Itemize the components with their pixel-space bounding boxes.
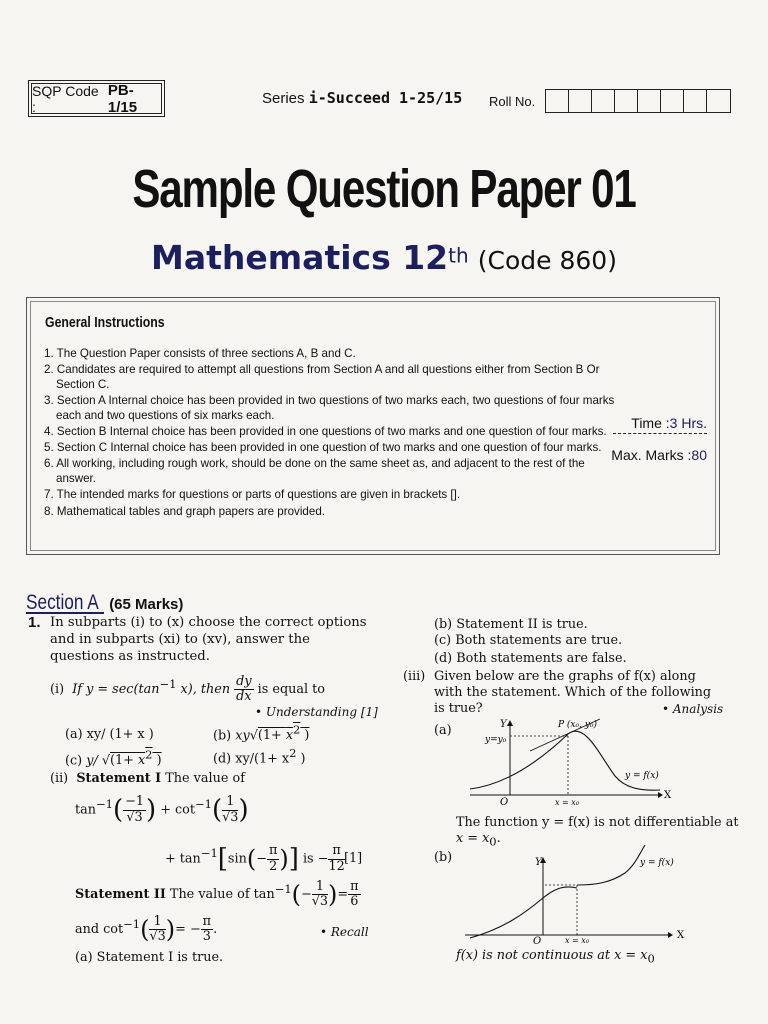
subpart-i-prefix: If y = sec(tan (72, 682, 160, 698)
subpart-iii-text-1: Given below are the graphs of f(x) along (434, 669, 696, 684)
instructions-inner (30, 301, 716, 551)
curve-b-lower (470, 887, 577, 938)
subpart-i: (i) If $y = \sec(\tan^{-1}$ x), then $\frac{dy}{dx}$ is equal to (50, 674, 326, 705)
option-b[interactable]: (b) $xy√(1+ x^2$ ) (213, 723, 310, 744)
tag-analysis: • Analysis (662, 702, 724, 716)
subpart-iii-label: (iii) (403, 669, 426, 684)
roll-label: Roll No. (489, 93, 536, 109)
time-value: 3 Hrs. (669, 415, 707, 431)
instruction-item: 1. The Question Paper consists of three sections A, B and C. (44, 347, 356, 360)
instruction-item: 7. The intended marks for questions or parts of questions are given in brackets []. (44, 488, 461, 502)
dy-dx: $\frac{dy}{dx}$ (236, 674, 252, 705)
time (631, 415, 707, 431)
marks-tag: [1] (344, 851, 363, 866)
instruction-item: 8. Mathematical tables and graph papers are provided. (44, 504, 325, 518)
marks-label: Max. Marks : (611, 447, 692, 463)
statement-1-text: The value of (165, 771, 245, 786)
statement-1-expr-line1: $\tan^{-1}$( $\frac{-1}{√3}$ ) + $\cot^{-1}$( $\frac{1}{√3}$ ) (75, 794, 249, 825)
roll-box[interactable] (569, 90, 592, 112)
sqp-code-box (28, 80, 165, 117)
fx-label: y = f(x) (625, 771, 659, 781)
roll-number-boxes[interactable] (545, 89, 731, 113)
option-d-label: (d) xy/(1+ x (213, 751, 290, 767)
marks-value: 80 (691, 447, 707, 463)
roll-box[interactable] (684, 90, 707, 112)
roll-box[interactable] (707, 90, 730, 112)
subpart-ii (50, 771, 245, 786)
option-a[interactable]: (a) xy/ (1+ x ) (65, 727, 154, 742)
instruction-item: 6. All working, including rough work, should be done on the same sheet as, and adjacent to the rest of the answer. (44, 457, 585, 486)
instructions-heading: General Instructions (45, 314, 165, 331)
point-label: P (x₀, y₀) (558, 720, 598, 730)
series-value: i-Succeed 1-25/15 (308, 89, 463, 107)
tag-recall: • Recall (320, 925, 369, 939)
subject: Mathematics 12 (151, 238, 449, 277)
subtitle (0, 238, 768, 277)
statement-2-cont: and $\cot^{-1}$( $\frac{1}{√3}$ )= − $\frac{\pi}{3}$ . (75, 914, 218, 945)
instruction-item: 4. Section B Internal choice has been provided in one questions of two marks and one question of four marks. (44, 425, 607, 439)
tag-understanding: • Understanding [1] (255, 705, 378, 719)
option-d[interactable]: (d) $xy/(1+ x^2$ ) (213, 746, 306, 767)
graph-a-label: (a) (434, 723, 452, 738)
origin-label: O (533, 936, 542, 947)
subpart-label: (ii) (50, 771, 69, 786)
sqp-code-inner (31, 83, 162, 114)
subpart-label: (i) (50, 682, 65, 698)
option-ii-b[interactable]: (b) Statement II is true. (434, 617, 588, 632)
origin-label: O (500, 797, 509, 808)
statement-1-expr-line2: + $\tan^{-1}[\sin(-$ $\frac{\pi}{2}$ )] is − $\frac{\pi}{12}$ (165, 843, 345, 874)
roll-box[interactable] (592, 90, 615, 112)
subpart-iii-text-3: is true? (434, 701, 483, 716)
curve-b-upper (577, 845, 645, 885)
graph-b (465, 843, 690, 946)
option-b-label: (b) (213, 728, 232, 744)
graph-b-caption: f(x) is not continuous at $x = x_0$ (456, 948, 655, 966)
y-axis-arrow (507, 720, 513, 726)
section-marks: (65 Marks) (109, 596, 184, 613)
subject-sup: th (448, 243, 469, 268)
roll-box[interactable] (661, 90, 684, 112)
instruction-item: 2. Candidates are required to attempt all questions from Section A and all questions either from Section B Or Section C. (44, 363, 600, 391)
statement-2-label: Statement II (75, 887, 166, 903)
instructions-box (26, 297, 720, 555)
y0-label: y=y₀ (485, 735, 507, 745)
page-title: Sample Question Paper 01 (132, 159, 636, 219)
instruction-item: 5. Section C Internal choice has been provided in one question of two marks and one question of four marks. (44, 441, 602, 455)
sqp-code: PB-1/15 (107, 81, 138, 116)
series (262, 89, 462, 107)
option-c-label: (c) (65, 753, 83, 769)
option-ii-d[interactable]: (d) Both statements are false. (434, 651, 627, 666)
graph-b-caption-text: f(x) is not continuous at x = x (456, 948, 648, 963)
subject-code: (Code 860) (477, 246, 617, 275)
fx-label: y = f(x) (640, 858, 674, 868)
x-label: X (664, 790, 672, 801)
statement-2-text: The value of tan (169, 887, 275, 903)
x-label: X (677, 930, 685, 941)
x-axis-arrow (668, 932, 673, 938)
section-name: Section A (26, 591, 99, 614)
subpart-iii-text-2: with the statement. Which of the following (434, 685, 712, 700)
divider (613, 433, 707, 434)
roll-number (489, 89, 731, 113)
is-text: is (302, 851, 314, 867)
x0-label: x = x₀ (555, 798, 580, 807)
subpart-i-mid: x), then (180, 682, 231, 698)
graph-a (470, 716, 670, 811)
time-label: Time : (631, 415, 670, 431)
question-intro: In subparts (i) to (x) choose the correct options and in subparts (xi) to (xv), answer the questions as instructed. (50, 615, 367, 664)
and-cot: and cot (75, 922, 124, 938)
sqp-label: SQP Code : (32, 82, 99, 115)
roll-box[interactable] (546, 90, 569, 112)
y-label: Y (535, 857, 542, 868)
instruction-item: 3. Section A Internal choice has been provided in two questions of two marks each, two questions of four marks each and two questions of six marks each. (44, 394, 615, 422)
y-label: Y (500, 719, 507, 730)
question-number: 1. (28, 614, 41, 631)
roll-box[interactable] (615, 90, 638, 112)
x0-label: x = x₀ (565, 936, 590, 945)
option-ii-a[interactable]: (a) Statement I is true. (75, 950, 224, 965)
subpart-i-suffix: is equal to (257, 682, 326, 698)
graph-a-caption-2: $x = x_0$. (456, 831, 501, 849)
instructions-list (44, 347, 619, 521)
statement-1-label: Statement I (76, 771, 162, 786)
x-axis-arrow (658, 792, 663, 798)
max-marks (611, 447, 707, 463)
graph-a-caption-2-text: x = x (456, 831, 490, 846)
roll-box[interactable] (638, 90, 661, 112)
option-c[interactable]: (c) y/ $√(1+ x^2$ ) (65, 748, 162, 769)
statement-2: Statement II The value of $\tan^{-1}(-$ $\frac{1}{√3}$ )= $\frac{\pi}{6}$ (75, 879, 359, 910)
graph-b-label: (b) (434, 850, 453, 865)
series-label: Series (262, 90, 305, 107)
graph-a-caption-1: The function y = f(x) is not differentiable at (456, 815, 739, 830)
option-ii-c[interactable]: (c) Both statements are true. (434, 633, 623, 648)
